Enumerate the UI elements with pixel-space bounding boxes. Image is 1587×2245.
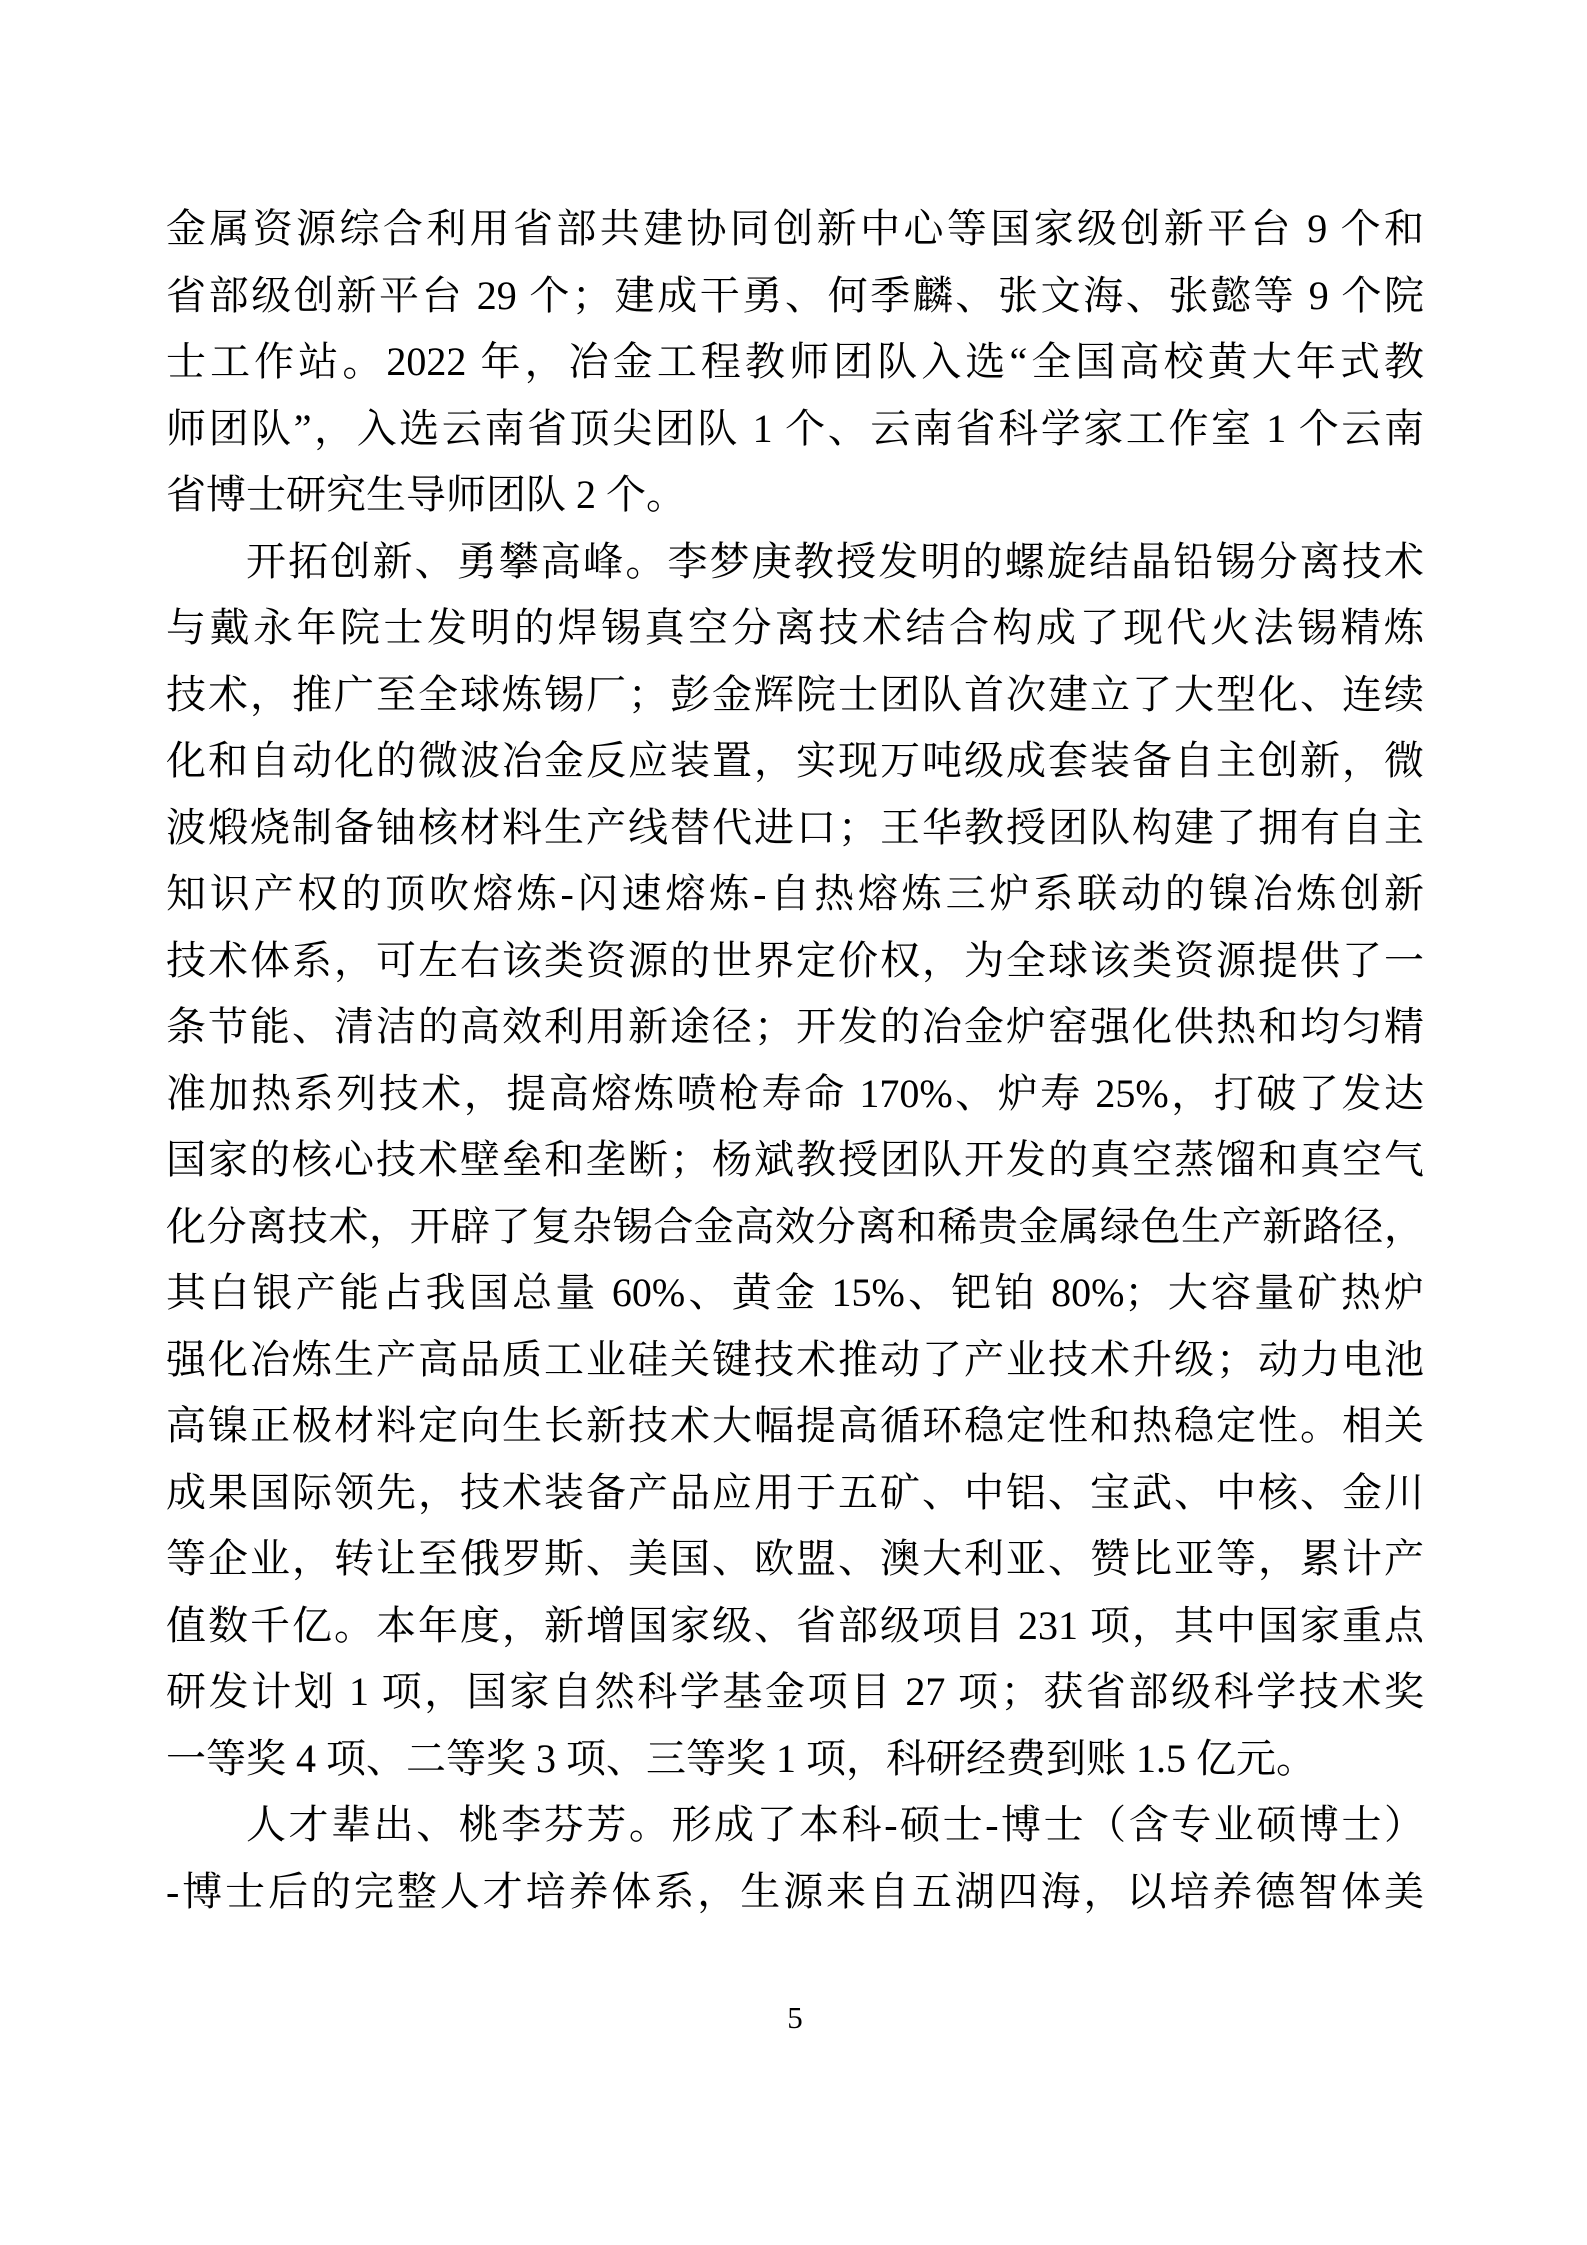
text-line: 成果国际领先，技术装备产品应用于五矿、中铝、宝武、中核、金川 bbox=[166, 1469, 1424, 1515]
text-line: 等企业，转让至俄罗斯、美国、欧盟、澳大利亚、赞比亚等，累计产 bbox=[166, 1536, 1424, 1581]
text-line: 师团队”，入选云南省顶尖团队 1 个、云南省科学家工作室 1 个云南 bbox=[166, 405, 1424, 451]
text-line: 省博士研究生导师团队 2 个。 bbox=[166, 472, 686, 517]
text-line: 技术体系，可左右该类资源的世界定价权，为全球该类资源提供了一 bbox=[166, 937, 1424, 983]
text-line: 其白银产能占我国总量 60%、黄金 15%、钯铂 80%；大容量矿热炉 bbox=[166, 1270, 1424, 1315]
paragraph bbox=[166, 529, 1424, 1793]
text-line: 条节能、清洁的高效利用新途径；开发的冶金炉窑强化供热和均匀精 bbox=[166, 1004, 1424, 1049]
text-line: 值数千亿。本年度，新增国家级、省部级项目 231 项，其中国家重点 bbox=[166, 1602, 1424, 1648]
text-line: 人才辈出、桃李芬芳。形成了本科-硕士-博士（含专业硕博士） bbox=[246, 1802, 1424, 1847]
text-line: 强化冶炼生产高品质工业硅关键技术推动了产业技术升级；动力电池 bbox=[166, 1336, 1424, 1382]
text-line: 金属资源综合利用省部共建协同创新中心等国家级创新平台 9 个和 bbox=[166, 206, 1424, 251]
text-line: 技术，推广至全球炼锡厂；彭金辉院士团队首次建立了大型化、连续 bbox=[166, 671, 1424, 717]
paragraph bbox=[166, 196, 1424, 529]
text-line: -博士后的完整人才培养体系，生源来自五湖四海，以培养德智体美 bbox=[166, 1868, 1424, 1914]
text-line: 省部级创新平台 29 个；建成干勇、何季麟、张文海、张懿等 9 个院 bbox=[166, 272, 1424, 318]
text-line: 与戴永年院士发明的焊锡真空分离技术结合构成了现代火法锡精炼 bbox=[166, 605, 1424, 650]
text-line: 一等奖 4 项、二等奖 3 项、三等奖 1 项，科研经费到账 1.5 亿元。 bbox=[166, 1735, 1316, 1781]
text-line: 士工作站。2022 年，冶金工程教师团队入选“全国高校黄大年式教 bbox=[166, 339, 1424, 384]
text-line: 开拓创新、勇攀高峰。李梦庚教授发明的螺旋结晶铅锡分离技术 bbox=[246, 538, 1424, 584]
text-line: 知识产权的顶吹熔炼-闪速熔炼-自热熔炼三炉系联动的镍冶炼创新 bbox=[166, 871, 1424, 916]
text-line: 高镍正极材料定向生长新技术大幅提高循环稳定性和热稳定性。相关 bbox=[166, 1403, 1424, 1448]
text-line: 研发计划 1 项，国家自然科学基金项目 27 项；获省部级科学技术奖 bbox=[166, 1669, 1424, 1714]
text-line: 准加热系列技术，提高熔炼喷枪寿命 170%、炉寿 25%，打破了发达 bbox=[166, 1070, 1424, 1116]
text-line: 化和自动化的微波冶金反应装置，实现万吨级成套装备自主创新，微 bbox=[166, 738, 1424, 783]
document-body bbox=[166, 196, 1424, 1925]
page-number: 5 bbox=[787, 2000, 803, 2035]
text-line: 化分离技术，开辟了复杂锡合金高效分离和稀贵金属绿色生产新路径， bbox=[166, 1203, 1424, 1249]
text-line: 国家的核心技术壁垒和垄断；杨斌教授团队开发的真空蒸馏和真空气 bbox=[166, 1137, 1424, 1182]
paragraph bbox=[166, 1792, 1424, 1925]
text-line: 波煅烧制备铀核材料生产线替代进口；王华教授团队构建了拥有自主 bbox=[166, 804, 1424, 850]
